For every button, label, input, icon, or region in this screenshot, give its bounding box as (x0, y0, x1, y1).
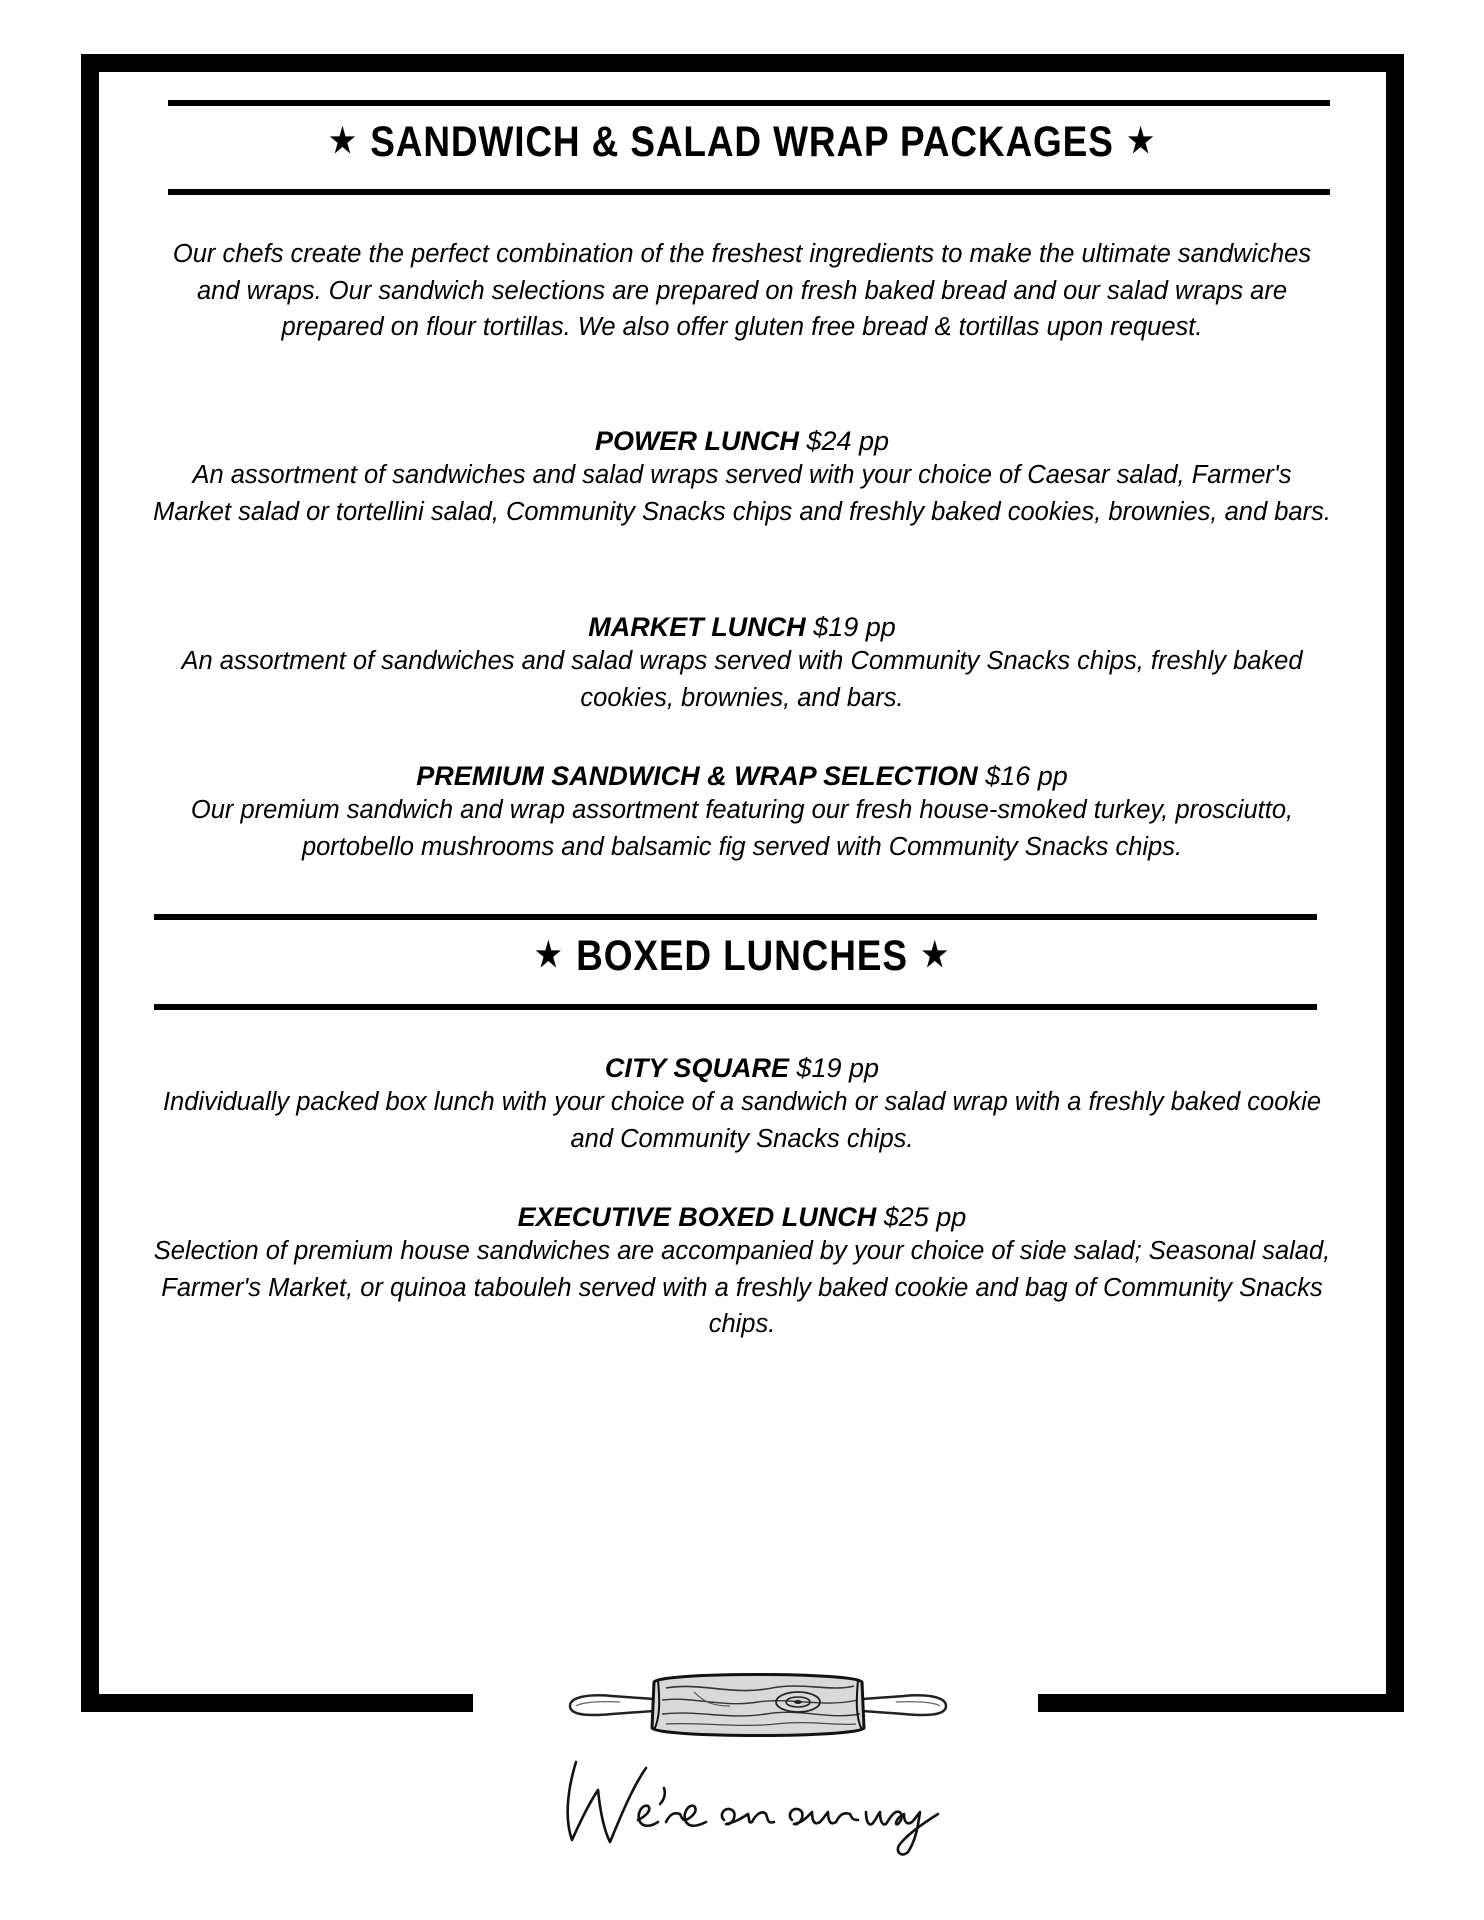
star-icon: ★ (329, 122, 357, 160)
item-name: POWER LUNCH (594, 426, 799, 456)
section-rule-bottom (154, 1004, 1317, 1010)
item-price: $19 pp (813, 612, 896, 642)
rolling-pin-icon (562, 1662, 954, 1742)
item-heading (150, 760, 1334, 792)
star-icon: ★ (921, 936, 949, 974)
section-title-sandwich-packages: ★ SANDWICH & SALAD WRAP PACKAGES ★ (329, 118, 1155, 166)
signature-tagline (546, 1748, 948, 1858)
item-description: An assortment of sandwiches and salad wraps served with Community Snacks chips, freshly baked cookies, brownies, and bars. (181, 647, 1303, 712)
section-title-boxed-lunches: ★ BOXED LUNCHES ★ (535, 932, 949, 980)
frame-bottom-right-border (1038, 1694, 1404, 1712)
menu-item-power-lunch (150, 425, 1334, 530)
menu-item-market-lunch (150, 611, 1334, 716)
menu-item-premium-selection (150, 760, 1334, 865)
section-rule-top (168, 100, 1330, 106)
item-name: MARKET LUNCH (588, 612, 806, 642)
item-heading (150, 1201, 1334, 1233)
item-description: Selection of premium house sandwiches are accompanied by your choice of side salad; Seasonal salad, Farmer's Market, or quinoa tabouleh served with a freshly baked cookie and bag of Community Snacks chips. (153, 1237, 1331, 1338)
signature-script-icon (546, 1748, 948, 1858)
item-price: $19 pp (796, 1053, 880, 1083)
item-description: An assortment of sandwiches and salad wraps served with your choice of Caesar salad, Farmer's Market salad or tortellini salad, Community Snacks chips and freshly baked cookies, brownies, and bars. (153, 461, 1331, 526)
item-heading (150, 611, 1334, 643)
frame-top-border (81, 54, 1404, 72)
menu-item-executive-boxed-lunch (150, 1201, 1334, 1343)
section-rule-top (154, 914, 1317, 920)
menu-item-city-square (150, 1052, 1334, 1157)
item-heading (150, 425, 1334, 457)
item-description: Our premium sandwich and wrap assortment featuring our fresh house-smoked turkey, prosciutto, portobello mushrooms and balsamic fig served with Community Snacks chips. (190, 796, 1294, 861)
item-description: Individually packed box lunch with your choice of a sandwich or salad wrap with a freshly baked cookie and Community Snacks chips. (162, 1088, 1322, 1153)
item-heading (150, 1052, 1334, 1084)
item-price: $24 pp (806, 426, 890, 456)
frame-right-border (1386, 54, 1404, 1712)
star-icon: ★ (1127, 122, 1155, 160)
section-rule-bottom (168, 189, 1330, 195)
star-icon: ★ (535, 936, 563, 974)
item-name: EXECUTIVE BOXED LUNCH (517, 1202, 877, 1232)
frame-left-border (81, 54, 99, 1712)
section-intro: Our chefs create the perfect combination of the freshest ingredients to make the ultimate sandwiches and wraps. Our sandwich selections are prepared on fresh baked bread and our salad wraps are prepared on flour tortillas. We also offer gluten free bread & tortillas upon request. (172, 240, 1312, 341)
frame-bottom-left-border (81, 1694, 473, 1712)
item-name: CITY SQUARE (604, 1053, 789, 1083)
item-price: $25 pp (883, 1202, 967, 1232)
item-name: PREMIUM SANDWICH & WRAP SELECTION (416, 761, 978, 791)
item-price: $16 pp (985, 761, 1068, 791)
